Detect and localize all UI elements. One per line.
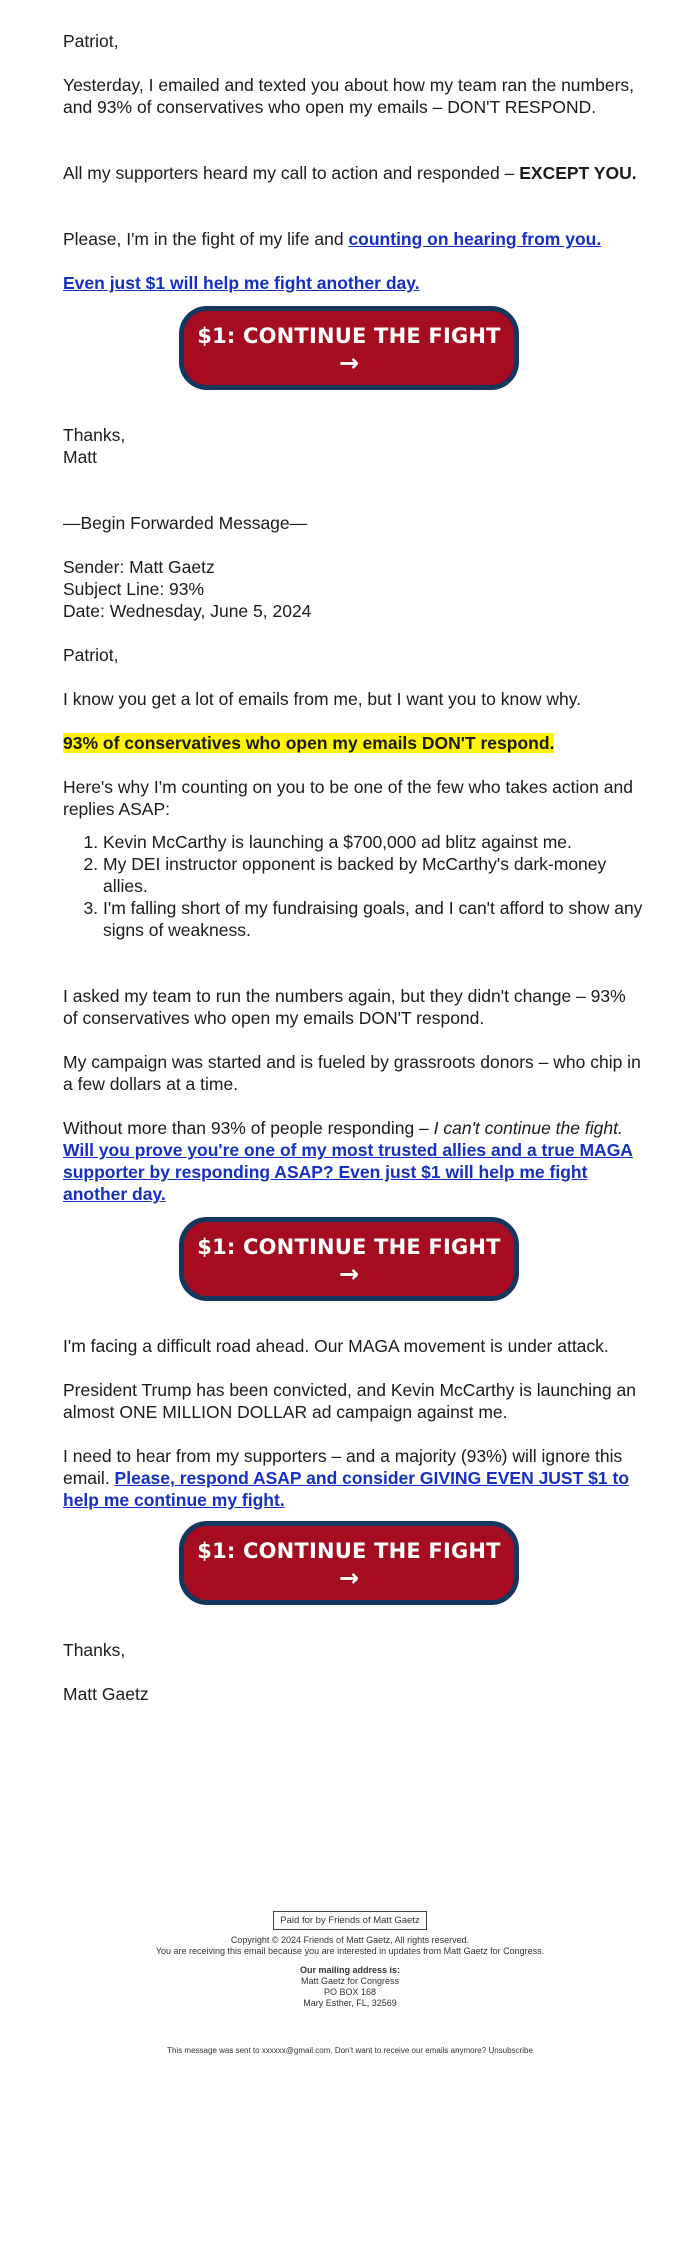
email-footer <box>0 1910 700 2056</box>
prove-paragraph <box>63 1117 643 1205</box>
closing-name: Matt Gaetz <box>63 1684 149 1704</box>
donate-button-label: $1: CONTINUE THE FIGHT <box>197 1539 501 1563</box>
except-you-paragraph <box>63 162 643 184</box>
prove-text: Without more than 93% of people responding – <box>63 1118 434 1138</box>
why-paragraph: Here's why I'm counting on you to be one of the few who takes action and replies ASAP: <box>63 777 633 819</box>
arrow-right-icon: → <box>338 349 360 377</box>
list-item: 2. My DEI instructor opponent is backed by McCarthy's dark-money allies. <box>103 853 643 897</box>
majority-link[interactable]: Please, respond ASAP and consider GIVING EVEN JUST $1 to help me continue my fight. <box>63 1468 630 1510</box>
sent-to-line <box>0 2045 700 2056</box>
majority-text: I need to hear from my supporters – and a majority (93%) will ignore this email. <box>63 1446 623 1488</box>
highlighted-text: 93% of conservatives who open my emails DON'T respond. <box>63 733 555 753</box>
list-item: 1. Kevin McCarthy is launching a $700,000 ad blitz against me. <box>103 831 643 853</box>
signoff-thanks: Thanks, <box>63 425 126 445</box>
convicted-paragraph: President Trump has been convicted, and Kevin McCarthy is launching an almost ONE MILLION DOLLAR ad campaign against me. <box>63 1380 636 1422</box>
forward-header: —Begin Forwarded Message— <box>63 513 308 533</box>
donate-button-2[interactable] <box>179 1217 519 1301</box>
counting-paragraph <box>63 228 643 250</box>
grassroots-paragraph: My campaign was started and is fueled by grassroots donors – who chip in a few dollars at a time. <box>63 1052 641 1094</box>
donate-button-label: $1: CONTINUE THE FIGHT <box>197 324 501 348</box>
reasons-list <box>63 831 643 941</box>
signoff-name: Matt <box>63 447 98 467</box>
road-paragraph: I'm facing a difficult road ahead. Our MAGA movement is under attack. <box>63 1336 609 1356</box>
sent-to-text: This message was sent to xxxxxx@gmail.com. Don't want to receive our emails anymore? <box>167 2046 487 2055</box>
numbers-paragraph: I asked my team to run the numbers again, but they didn't change – 93% of conservatives who open my emails DON'T respond. <box>63 986 626 1028</box>
copyright-line: Copyright © 2024 Friends of Matt Gaetz, All rights reserved. <box>230 1935 470 1945</box>
mailing-label: Our mailing address is: <box>299 1965 401 1975</box>
arrow-right-icon: → <box>338 1564 360 1592</box>
prove-italic: I can't continue the fight. <box>433 1118 623 1138</box>
forward-sender: Sender: Matt Gaetz <box>63 557 215 577</box>
receiving-line: You are receiving this email because you are interested in updates from Matt Gaetz for Congress. <box>155 1946 545 1956</box>
arrow-right-icon: → <box>338 1260 360 1288</box>
counting-link[interactable]: counting on hearing from you. <box>348 229 602 249</box>
intro-paragraph: Yesterday, I emailed and texted you about how my team ran the numbers, and 93% of conservatives who open my emails – DON'T RESPOND. <box>63 75 635 117</box>
address-line: Mary Esther, FL, 32569 <box>303 1998 397 2008</box>
greeting: Patriot, <box>63 31 119 51</box>
address-line: Matt Gaetz for Congress <box>300 1976 400 1986</box>
donate-button-3[interactable] <box>179 1521 519 1605</box>
forward-subject: Subject Line: 93% <box>63 579 205 599</box>
except-you-text: All my supporters heard my call to action and responded – <box>63 163 520 183</box>
except-you-bold: EXCEPT YOU. <box>519 163 637 183</box>
address-line: PO BOX 168 <box>323 1987 377 1997</box>
majority-paragraph <box>63 1445 643 1511</box>
donate-button-1[interactable] <box>179 306 519 390</box>
dollar-paragraph <box>63 272 643 294</box>
counting-text: Please, I'm in the fight of my life and <box>63 229 349 249</box>
unsubscribe-link[interactable]: Unsubscribe <box>488 2046 533 2055</box>
forward-date: Date: Wednesday, June 5, 2024 <box>63 601 312 621</box>
dollar-link[interactable]: Even just $1 will help me fight another day. <box>63 273 420 293</box>
list-item: 3. I'm falling short of my fundraising goals, and I can't afford to show any signs of weakness. <box>103 897 643 941</box>
know-why-paragraph: I know you get a lot of emails from me, but I want you to know why. <box>63 689 582 709</box>
closing-thanks: Thanks, <box>63 1640 126 1660</box>
paid-for-box: Paid for by Friends of Matt Gaetz <box>273 1911 426 1930</box>
forward-greeting: Patriot, <box>63 645 119 665</box>
donate-button-label: $1: CONTINUE THE FIGHT <box>197 1235 501 1259</box>
highlight-paragraph <box>63 732 643 754</box>
prove-link[interactable]: Will you prove you're one of my most trusted allies and a true MAGA supporter by responding ASAP? Even just $1 will help me fight another day. <box>63 1140 633 1204</box>
